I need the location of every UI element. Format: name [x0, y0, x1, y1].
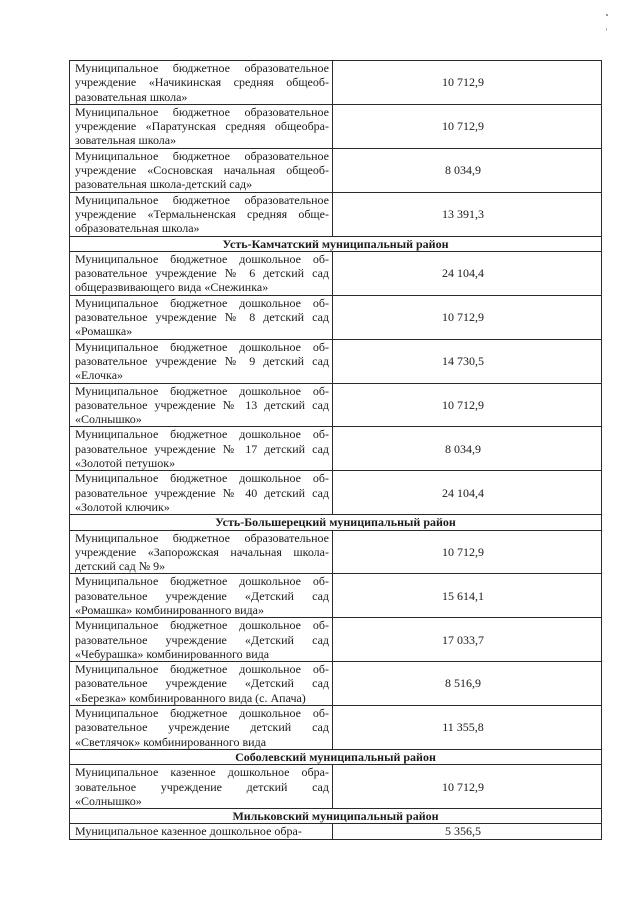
amount-cell: 17 033,7 — [333, 618, 602, 662]
institution-name-line: учреждение «Сосновская начальная общеоб- — [75, 163, 329, 178]
institution-row — [70, 427, 602, 471]
institution-name-line: Муниципальное бюджетное дошкольное об- — [75, 618, 329, 633]
institution-row — [70, 61, 602, 105]
amount-cell: 5 356,5 — [333, 824, 602, 839]
institution-name-line: «Золотой ключик» — [75, 499, 170, 514]
institution-name-cell — [70, 427, 333, 471]
institution-name-line: «Солнышко» — [75, 412, 142, 427]
amount-cell: 24 104,4 — [333, 251, 602, 295]
scan-speck — [606, 28, 607, 31]
institution-row — [70, 383, 602, 427]
institution-name-line: учреждение «Термальненская средняя обще- — [75, 206, 329, 221]
district-title: Соболевский муниципальный район — [70, 749, 602, 764]
institution-name-cell — [70, 471, 333, 515]
institution-row — [70, 471, 602, 515]
district-title: Усть-Большерецкий муниципальный район — [70, 515, 602, 530]
district-header-row — [70, 515, 602, 530]
amount-cell: 8 034,9 — [333, 427, 602, 471]
institution-name-line: «Солнышко» — [75, 793, 142, 808]
amount-cell: 8 516,9 — [333, 662, 602, 706]
amount-cell: 10 712,9 — [333, 765, 602, 809]
institution-name-line: зовательное учреждение детский сад — [75, 779, 329, 794]
institution-name-cell — [70, 574, 333, 618]
district-title: Мильковский муниципальный район — [70, 809, 602, 824]
amount-cell: 8 034,9 — [333, 148, 602, 192]
institution-name-cell — [70, 104, 333, 148]
institution-row — [70, 148, 602, 192]
institution-name-line: Муниципальное бюджетное дошкольное об- — [75, 574, 329, 589]
institution-name-line: Муниципальное казенное дошкольное обра- — [75, 824, 302, 839]
institution-name-line: разовательное учреждение № 13 детский сад — [75, 397, 329, 412]
institution-name-cell — [70, 662, 333, 706]
institution-name-cell — [70, 295, 333, 339]
amount-cell: 11 355,8 — [333, 706, 602, 750]
institution-name-cell — [70, 706, 333, 750]
institution-name-line: «Ромашка» комбинированного вида» — [75, 602, 264, 617]
institution-name-line: Муниципальное бюджетное дошкольное об- — [75, 251, 329, 266]
district-title: Усть-Камчатский муниципальный район — [70, 236, 602, 251]
institution-row — [70, 339, 602, 383]
institution-name-line: разовательная школа» — [75, 89, 188, 104]
district-header-row — [70, 809, 602, 824]
institution-name-line: «Ромашка» — [75, 324, 133, 339]
amount-cell: 10 712,9 — [333, 295, 602, 339]
institution-name-line: разовательное учреждение «Детский сад — [75, 588, 329, 603]
institution-name-cell — [70, 61, 333, 105]
institution-name-line: Муниципальное бюджетное образовательное — [75, 148, 329, 163]
institution-name-line: «Чебурашка» комбинированного вида — [75, 646, 270, 661]
institution-name-line: Муниципальное бюджетное дошкольное об- — [75, 706, 329, 721]
scan-speck — [606, 14, 608, 16]
institution-row — [70, 251, 602, 295]
institution-name-cell — [70, 824, 333, 839]
institution-row — [70, 104, 602, 148]
institution-row — [70, 574, 602, 618]
institution-row — [70, 192, 602, 236]
institution-row — [70, 295, 602, 339]
institution-name-cell — [70, 339, 333, 383]
institution-name-line: разовательное учреждение «Детский сад — [75, 632, 329, 647]
institution-name-line: «Золотой петушок» — [75, 456, 176, 471]
institution-name-line: Муниципальное бюджетное дошкольное об- — [75, 427, 329, 442]
institution-name-line: учреждение «Запорожская начальная школа- — [75, 544, 329, 559]
institution-name-line: разовательное учреждение № 9 детский сад — [75, 353, 329, 368]
amount-cell: 10 712,9 — [333, 530, 602, 574]
institution-name-line: Муниципальное казенное дошкольное обра- — [75, 765, 329, 780]
institution-name-line: разовательная школа-детский сад» — [75, 177, 253, 192]
institution-name-line: «Березка» комбинированного вида (с. Апача) — [75, 690, 306, 705]
institution-row — [70, 530, 602, 574]
institution-name-line: Муниципальное бюджетное образовательное — [75, 192, 329, 207]
institution-name-cell — [70, 251, 333, 295]
amount-cell: 10 712,9 — [333, 61, 602, 105]
institution-name-line: зовательная школа» — [75, 133, 177, 148]
institution-name-line: Муниципальное бюджетное дошкольное об- — [75, 471, 329, 486]
institution-name-line: Муниципальное бюджетное дошкольное об- — [75, 662, 329, 677]
allocation-table — [69, 60, 602, 840]
institution-name-line: разовательное учреждение № 40 детский сад — [75, 485, 329, 500]
institution-name-line: учреждение «Паратунская средняя общеобра- — [75, 119, 329, 134]
institution-name-cell — [70, 383, 333, 427]
amount-cell: 10 712,9 — [333, 383, 602, 427]
institution-name-line: образовательная школа» — [75, 221, 200, 236]
institution-name-line: разовательное учреждение № 6 детский сад — [75, 266, 329, 281]
institution-name-line: Муниципальное бюджетное дошкольное об- — [75, 339, 329, 354]
institution-name-cell — [70, 192, 333, 236]
district-header-row — [70, 236, 602, 251]
institution-name-line: Муниципальное бюджетное образовательное — [75, 530, 329, 545]
institution-name-cell — [70, 530, 333, 574]
institution-name-line: разовательное учреждение № 8 детский сад — [75, 310, 329, 325]
amount-cell: 24 104,4 — [333, 471, 602, 515]
amount-cell: 15 614,1 — [333, 574, 602, 618]
institution-name-line: Муниципальное бюджетное образовательное — [75, 61, 329, 75]
amount-cell: 10 712,9 — [333, 104, 602, 148]
institution-name-line: разовательное учреждение № 17 детский сад — [75, 441, 329, 456]
institution-name-line: детский сад № 9» — [75, 559, 166, 574]
institution-name-cell — [70, 765, 333, 809]
amount-cell: 13 391,3 — [333, 192, 602, 236]
institution-name-line: разовательное учреждение «Детский сад — [75, 676, 329, 691]
institution-name-line: разовательное учреждение детский сад — [75, 720, 329, 735]
institution-row — [70, 824, 602, 839]
institution-name-line: Муниципальное бюджетное дошкольное об- — [75, 295, 329, 310]
institution-name-line: «Светлячок» комбинированного вида — [75, 734, 267, 749]
institution-name-line: Муниципальное бюджетное дошкольное об- — [75, 383, 329, 398]
institution-row — [70, 706, 602, 750]
institution-name-line: общеразвивающего вида «Снежинка» — [75, 280, 269, 295]
amount-cell: 14 730,5 — [333, 339, 602, 383]
institution-name-line: Муниципальное бюджетное образовательное — [75, 104, 329, 119]
institution-name-line: «Елочка» — [75, 368, 124, 383]
institution-name-cell — [70, 618, 333, 662]
institution-name-line: учреждение «Начикинская средняя общеоб- — [75, 75, 329, 90]
institution-row — [70, 765, 602, 809]
allocation-table-body — [70, 61, 602, 840]
institution-row — [70, 662, 602, 706]
institution-row — [70, 618, 602, 662]
district-header-row — [70, 749, 602, 764]
institution-name-cell — [70, 148, 333, 192]
